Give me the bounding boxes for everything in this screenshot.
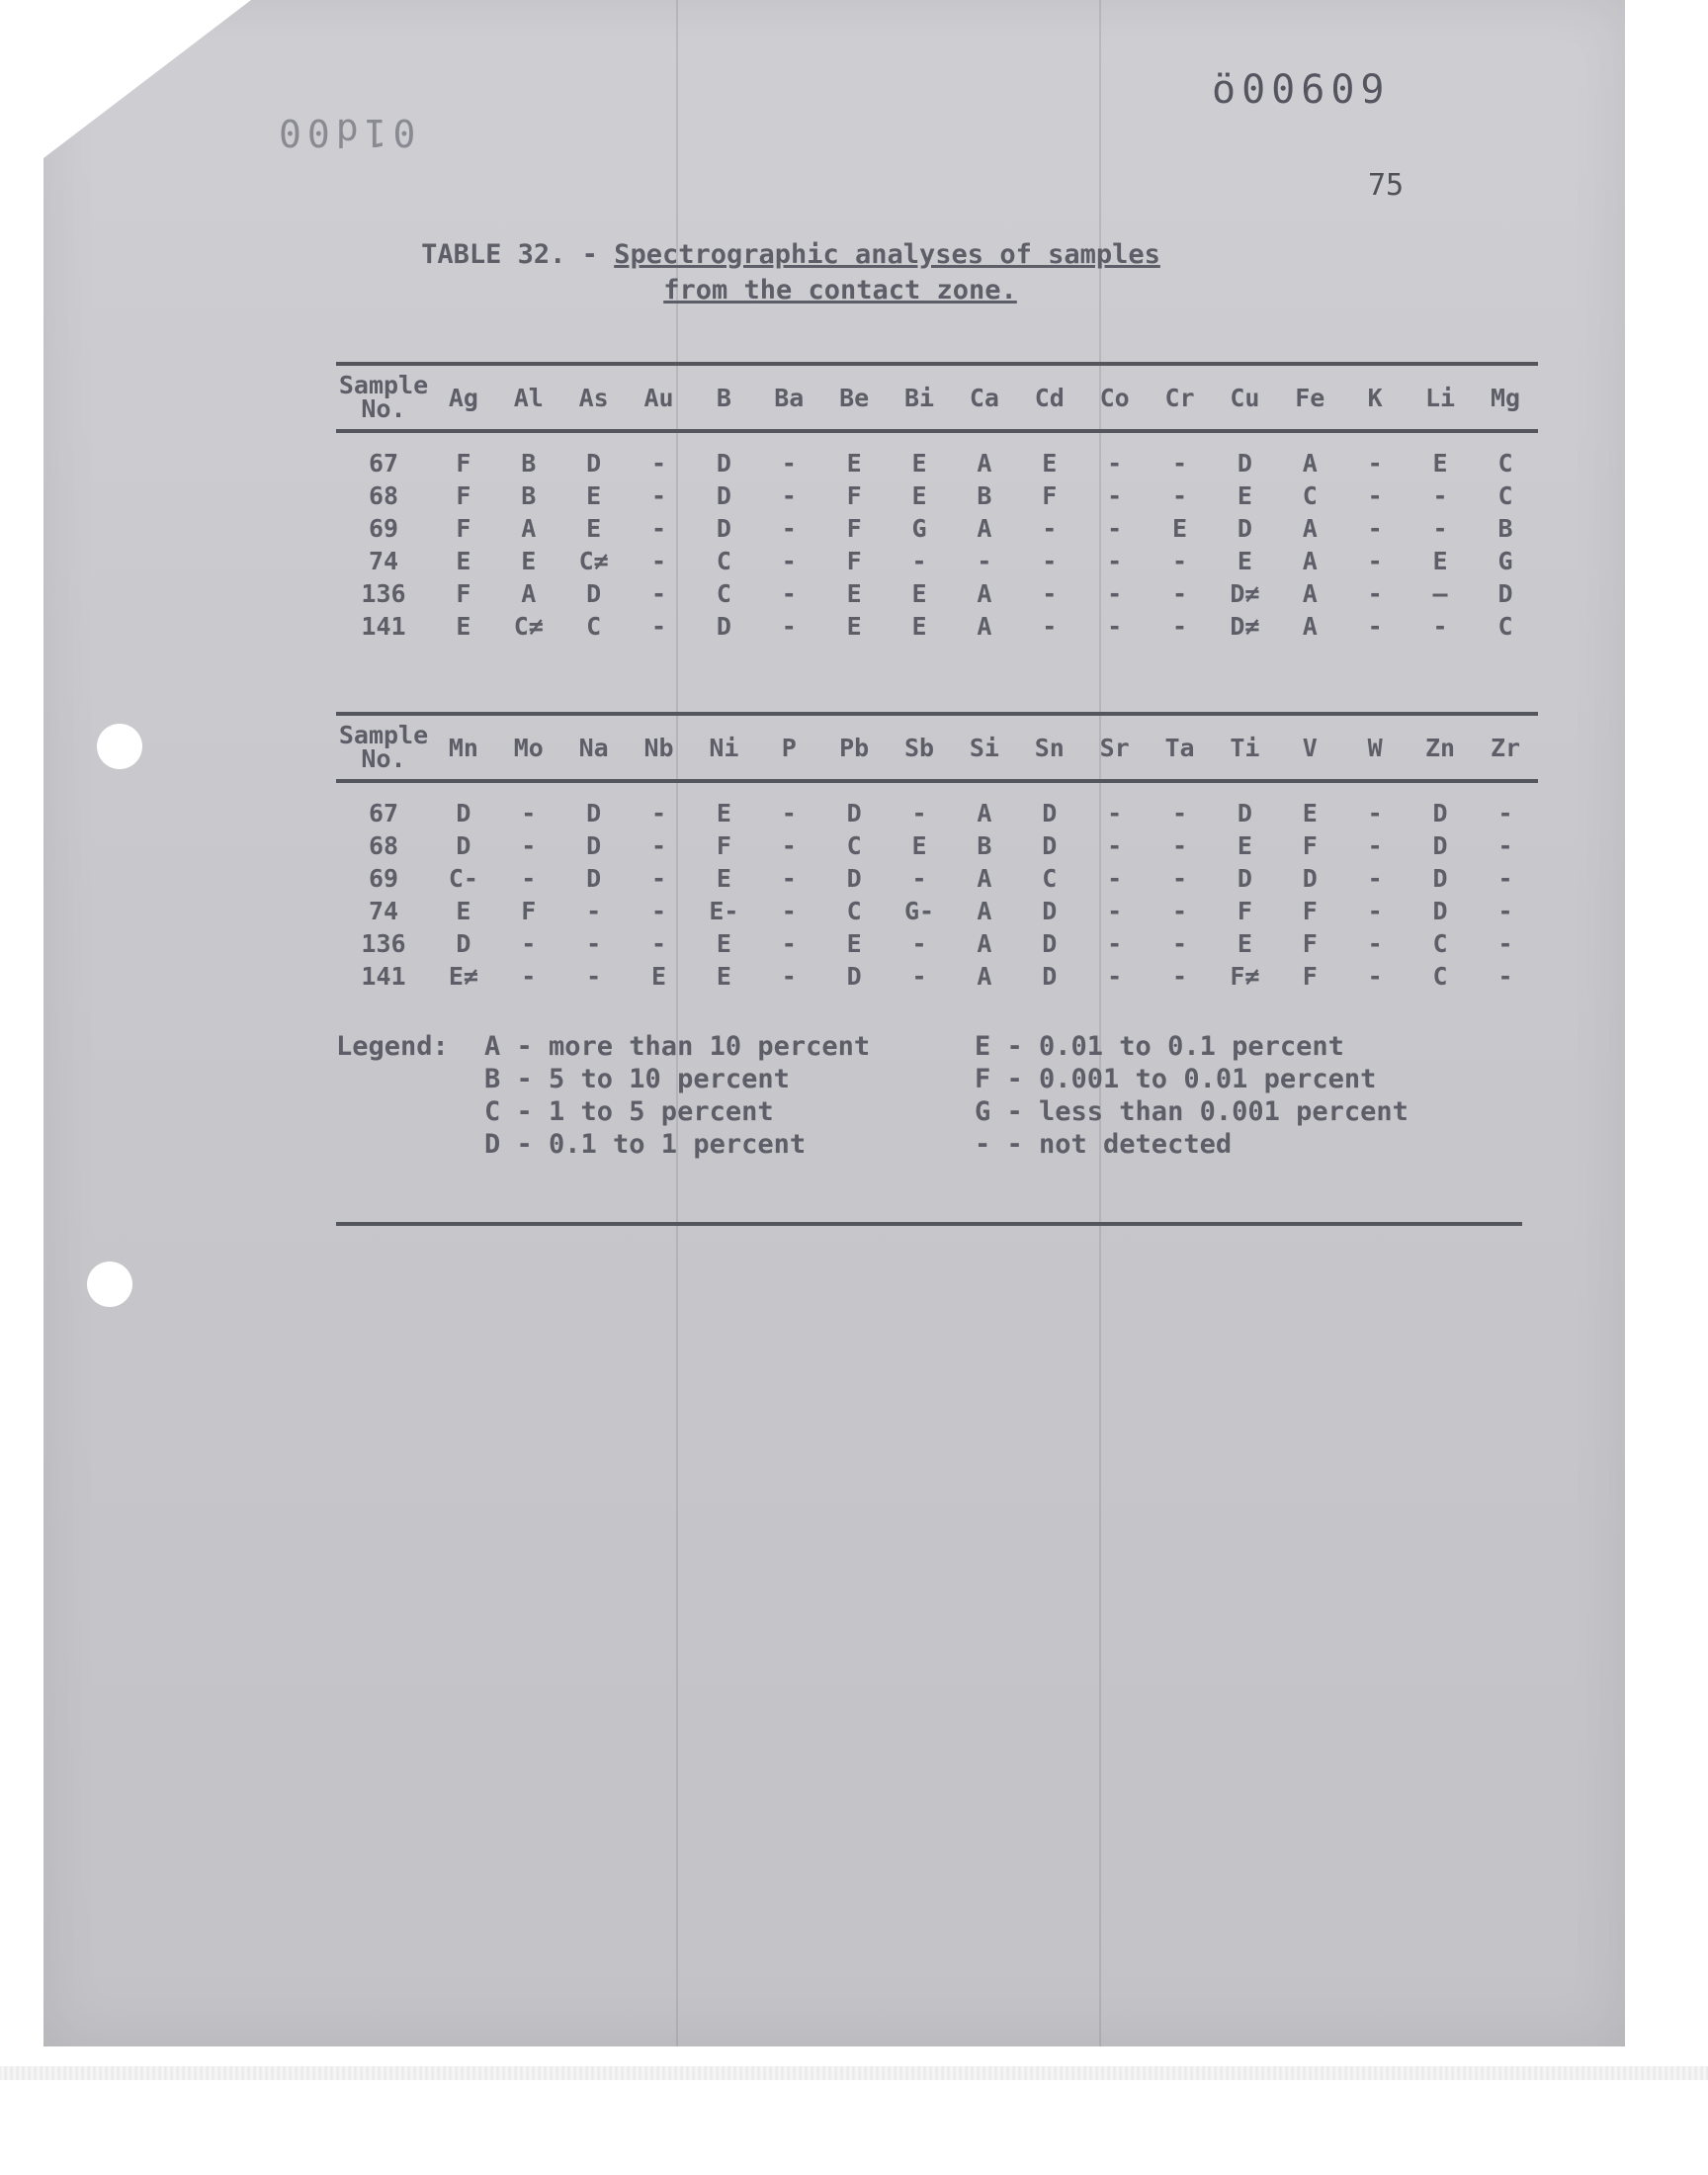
table-cell: D: [846, 962, 862, 991]
table-cell: D: [1497, 579, 1513, 608]
table-cell: -: [1367, 864, 1383, 893]
sample-no-header-line: Sample: [338, 721, 429, 749]
table-cell: -: [1107, 481, 1123, 510]
table-row: [336, 610, 1538, 643]
punch-hole: [97, 724, 142, 769]
table-cell: D: [716, 481, 731, 510]
table-cell: -: [521, 929, 537, 958]
table-cell: B: [521, 449, 537, 478]
table-cell: -: [651, 897, 667, 925]
sample-no-header-line: Sample: [338, 371, 429, 399]
table-cell: D: [716, 449, 731, 478]
table-cell: E: [911, 831, 927, 860]
table-cell: D: [1042, 799, 1058, 827]
header-row: [336, 364, 1538, 431]
legend-item: - - not detected: [975, 1129, 1233, 1160]
sample-number-cell: 136: [361, 928, 406, 958]
title-prefix: TABLE 32. -: [421, 239, 598, 270]
column-header: Co: [1099, 383, 1130, 412]
sample-no-header-line: No.: [361, 744, 406, 773]
table-cell: A: [977, 929, 992, 958]
table-cell: C: [1432, 929, 1448, 958]
table-cell: D≠: [1230, 612, 1260, 641]
table-cell: E: [1237, 481, 1252, 510]
table-cell: D: [1042, 831, 1058, 860]
table-row: [336, 781, 1538, 829]
table-cell: C: [1497, 481, 1513, 510]
table-cell: E: [1237, 547, 1252, 575]
table-cell: -: [911, 962, 927, 991]
column-header: Si: [969, 733, 999, 762]
table-cell: E: [1237, 831, 1252, 860]
table-cell: C: [716, 579, 731, 608]
sample-no-header: [336, 364, 431, 431]
column-header: Ca: [969, 383, 999, 412]
sample-number-cell: 69: [368, 513, 399, 543]
table-cell: E: [846, 612, 862, 641]
sample-number-cell: 68: [368, 480, 399, 510]
table-cell: F: [846, 481, 862, 510]
table-cell: -: [1042, 579, 1058, 608]
column-header: Mn: [448, 733, 478, 762]
table-cell: D: [1302, 864, 1318, 893]
column-header: Mg: [1490, 383, 1521, 412]
table-cell: C: [716, 547, 731, 575]
table-cell: D: [586, 864, 602, 893]
table-cell: -: [781, 799, 797, 827]
legend-item: B - 5 to 10 percent: [484, 1064, 790, 1094]
column-header: Ta: [1164, 733, 1195, 762]
column-header: Ni: [709, 733, 739, 762]
table-cell: E: [1237, 929, 1252, 958]
table-cell: -: [1107, 831, 1123, 860]
table-cell: D: [1237, 864, 1252, 893]
table-cell: E: [1432, 449, 1448, 478]
table-cell: F: [456, 579, 471, 608]
table-cell: -: [651, 547, 667, 575]
table-cell: C: [1497, 612, 1513, 641]
table-cell: A: [977, 897, 992, 925]
table-cell: -: [1497, 929, 1513, 958]
column-header: Bi: [904, 383, 935, 412]
table-cell: A: [1302, 579, 1318, 608]
sample-number-cell: 74: [368, 896, 399, 925]
column-header: Ti: [1230, 733, 1260, 762]
table-cell: -: [521, 831, 537, 860]
table-cell: -: [1497, 831, 1513, 860]
table-cell: E: [911, 449, 927, 478]
table-cell: E: [911, 579, 927, 608]
table-cell: -: [1432, 612, 1448, 641]
table-cell: B: [521, 481, 537, 510]
table-cell: -: [1367, 579, 1383, 608]
sample-number-cell: 141: [361, 611, 406, 641]
table-cell: -: [1172, 864, 1188, 893]
table-cell: -: [1107, 612, 1123, 641]
table-cell: A: [977, 962, 992, 991]
table-cell: E-: [709, 897, 739, 925]
table-cell: A: [521, 514, 537, 543]
table-cell: D: [716, 612, 731, 641]
column-header: B: [716, 383, 731, 412]
table-cell: D: [846, 864, 862, 893]
table-cell: -: [1367, 612, 1383, 641]
column-header: P: [781, 733, 797, 762]
bottom-rule: [336, 1222, 1522, 1226]
table-cell: -: [781, 864, 797, 893]
table-cell: -: [1367, 799, 1383, 827]
table-cell: F: [1237, 897, 1252, 925]
table-cell: -: [1107, 449, 1123, 478]
sample-number-cell: 74: [368, 546, 399, 575]
analysis-table-1: [336, 362, 1538, 643]
analysis-table-2: [336, 712, 1538, 993]
column-header: Pb: [839, 733, 870, 762]
table-cell: -: [521, 864, 537, 893]
table-cell: D: [1237, 799, 1252, 827]
table-cell: -: [781, 612, 797, 641]
column-header: V: [1302, 733, 1318, 762]
table-cell: E: [1042, 449, 1058, 478]
table-cell: -: [521, 799, 537, 827]
column-header: Sb: [904, 733, 935, 762]
table-cell: —: [1432, 579, 1448, 608]
column-header: Fe: [1295, 383, 1325, 412]
table-cell: A: [977, 579, 992, 608]
table-cell: -: [651, 612, 667, 641]
table-cell: -: [1367, 449, 1383, 478]
table-cell: -: [1497, 897, 1513, 925]
table-cell: D: [1237, 514, 1252, 543]
table-cell: D: [1042, 929, 1058, 958]
table-cell: A: [521, 579, 537, 608]
table-cell: -: [586, 897, 602, 925]
table-cell: -: [1172, 612, 1188, 641]
table-cell: F: [456, 514, 471, 543]
table-cell: B: [1497, 514, 1513, 543]
table-cell: G-: [904, 897, 935, 925]
table-cell: -: [1107, 579, 1123, 608]
table-cell: -: [651, 514, 667, 543]
table-cell: E: [1172, 514, 1188, 543]
column-header: Sr: [1099, 733, 1130, 762]
table-row: [336, 577, 1538, 610]
table-cell: -: [1367, 831, 1383, 860]
table-row: [336, 927, 1538, 960]
table-cell: F: [1302, 831, 1318, 860]
legend-item: C - 1 to 5 percent: [484, 1096, 774, 1127]
table-cell: E: [846, 579, 862, 608]
table-cell: E: [911, 481, 927, 510]
table-cell: -: [1107, 929, 1123, 958]
table-row: [336, 545, 1538, 577]
table-cell: -: [1497, 864, 1513, 893]
table-cell: E: [716, 864, 731, 893]
table-cell: -: [781, 481, 797, 510]
table-cell: -: [1367, 514, 1383, 543]
column-header: Na: [578, 733, 609, 762]
table-cell: -: [1172, 929, 1188, 958]
sample-number-cell: 67: [368, 798, 399, 827]
table-row: [336, 829, 1538, 862]
table-cell: -: [1497, 799, 1513, 827]
column-header: Cd: [1034, 383, 1065, 412]
table-cell: -: [1107, 514, 1123, 543]
table-cell: -: [781, 579, 797, 608]
table-cell: D: [846, 799, 862, 827]
table-cell: -: [1367, 929, 1383, 958]
table-cell: -: [651, 799, 667, 827]
table-cell: -: [1172, 799, 1188, 827]
table-cell: D: [1042, 962, 1058, 991]
table-cell: C: [586, 612, 602, 641]
table-cell: -: [586, 929, 602, 958]
legend-item: A - more than 10 percent: [484, 1031, 871, 1062]
table-cell: A: [977, 864, 992, 893]
legend-item: F - 0.001 to 0.01 percent: [975, 1064, 1377, 1094]
column-header: K: [1367, 383, 1383, 412]
stamp-number-left: 01d00: [273, 111, 416, 154]
table-row: [336, 479, 1538, 512]
punch-hole: [87, 1262, 132, 1307]
table-cell: -: [651, 481, 667, 510]
table-cell: D: [456, 799, 471, 827]
stamp-number-right: ö00609: [1212, 67, 1391, 113]
table-cell: A: [1302, 612, 1318, 641]
table-cell: D: [586, 799, 602, 827]
table-cell: E: [586, 481, 602, 510]
table-title: [297, 237, 1285, 308]
table-cell: E: [586, 514, 602, 543]
table-cell: F: [846, 547, 862, 575]
table-cell: D: [1432, 897, 1448, 925]
table-cell: C≠: [578, 547, 609, 575]
title-line-2: [297, 273, 1285, 308]
column-header: Be: [839, 383, 870, 412]
table-cell: G: [1497, 547, 1513, 575]
table-cell: E≠: [448, 962, 478, 991]
table-cell: -: [1367, 897, 1383, 925]
table-cell: E: [521, 547, 537, 575]
table-cell: -: [651, 449, 667, 478]
sample-number-cell: 67: [368, 448, 399, 478]
table-cell: -: [977, 547, 992, 575]
table-cell: -: [1042, 547, 1058, 575]
table-cell: F≠: [1230, 962, 1260, 991]
table-cell: F: [521, 897, 537, 925]
sample-no-header: [336, 714, 431, 781]
table-cell: -: [1107, 897, 1123, 925]
table-cell: -: [586, 962, 602, 991]
table-cell: -: [911, 929, 927, 958]
sample-number-cell: 68: [368, 830, 399, 860]
table-cell: -: [1172, 897, 1188, 925]
table-cell: A: [977, 449, 992, 478]
column-header: Cr: [1164, 383, 1195, 412]
table-cell: F: [846, 514, 862, 543]
table-cell: -: [651, 579, 667, 608]
table-cell: D: [586, 449, 602, 478]
table-cell: E: [456, 897, 471, 925]
table-row: [336, 960, 1538, 993]
legend-item: E - 0.01 to 0.1 percent: [975, 1031, 1344, 1062]
table-cell: C: [1042, 864, 1058, 893]
column-header: As: [578, 383, 609, 412]
table-cell: -: [1107, 799, 1123, 827]
table-cell: -: [781, 831, 797, 860]
table-cell: -: [1042, 514, 1058, 543]
table-cell: -: [1497, 962, 1513, 991]
page-number: 75: [1368, 168, 1405, 203]
column-header: Nb: [643, 733, 674, 762]
table-cell: -: [1172, 449, 1188, 478]
table-cell: G: [911, 514, 927, 543]
table-row: [336, 895, 1538, 927]
table-cell: -: [1172, 962, 1188, 991]
column-header: Ag: [448, 383, 478, 412]
table-cell: C≠: [513, 612, 544, 641]
table-cell: -: [1107, 962, 1123, 991]
table-row: [336, 512, 1538, 545]
table-row: [336, 862, 1538, 895]
table-cell: C: [1302, 481, 1318, 510]
column-header: Li: [1425, 383, 1456, 412]
table-cell: -: [651, 929, 667, 958]
table-cell: -: [1107, 864, 1123, 893]
table-row: [336, 431, 1538, 479]
table-cell: D: [586, 831, 602, 860]
title-text-line-2: from the contact zone.: [663, 275, 1017, 305]
header-row: [336, 714, 1538, 781]
title-text-line-1: Spectrographic analyses of samples: [614, 239, 1160, 270]
table-cell: A: [977, 612, 992, 641]
table-cell: A: [1302, 449, 1318, 478]
table-cell: -: [1172, 579, 1188, 608]
table-cell: D: [1432, 831, 1448, 860]
table-cell: D: [716, 514, 731, 543]
column-header: Al: [513, 383, 544, 412]
sample-number-cell: 141: [361, 961, 406, 991]
column-header: Sn: [1034, 733, 1065, 762]
table-cell: E: [1302, 799, 1318, 827]
table-cell: -: [1367, 547, 1383, 575]
table-cell: A: [1302, 547, 1318, 575]
table-cell: -: [781, 547, 797, 575]
table-cell: -: [651, 864, 667, 893]
column-header: Au: [643, 383, 674, 412]
table-cell: A: [977, 799, 992, 827]
table-cell: D: [586, 579, 602, 608]
table-cell: E: [456, 612, 471, 641]
table-cell: E: [716, 799, 731, 827]
table-cell: -: [1432, 481, 1448, 510]
column-header: Zr: [1490, 733, 1521, 762]
column-header: Zn: [1425, 733, 1456, 762]
sample-no-header-line: No.: [361, 394, 406, 423]
table-cell: E: [456, 547, 471, 575]
legend-column-left: [484, 1030, 870, 1161]
table-cell: -: [781, 962, 797, 991]
table-cell: -: [1172, 547, 1188, 575]
table-cell: A: [1302, 514, 1318, 543]
column-header: Cu: [1230, 383, 1260, 412]
column-header: W: [1367, 733, 1383, 762]
sample-number-cell: 136: [361, 578, 406, 608]
table-cell: -: [1042, 612, 1058, 641]
table-cell: C: [846, 897, 862, 925]
table-cell: B: [977, 831, 992, 860]
table-cell: D: [456, 831, 471, 860]
table-cell: -: [781, 929, 797, 958]
legend-item: G - less than 0.001 percent: [975, 1096, 1409, 1127]
table-cell: E: [1432, 547, 1448, 575]
table-cell: -: [911, 547, 927, 575]
title-line-1: [297, 237, 1285, 273]
table-cell: E: [846, 449, 862, 478]
table-cell: -: [1367, 481, 1383, 510]
column-header: Mo: [513, 733, 544, 762]
table-cell: E: [911, 612, 927, 641]
table-cell: -: [521, 962, 537, 991]
column-header: Ba: [774, 383, 805, 412]
table-cell: -: [781, 897, 797, 925]
table-cell: -: [1432, 514, 1448, 543]
table-cell: -: [911, 799, 927, 827]
table-cell: D: [1042, 897, 1058, 925]
table-cell: -: [1367, 962, 1383, 991]
table-cell: D: [1237, 449, 1252, 478]
table-cell: D: [1432, 864, 1448, 893]
table-cell: D: [456, 929, 471, 958]
table-cell: C: [1432, 962, 1448, 991]
table-cell: -: [1172, 831, 1188, 860]
table-cell: C: [846, 831, 862, 860]
table-cell: E: [651, 962, 667, 991]
legend-heading: Legend:: [336, 1031, 449, 1062]
table-cell: E: [846, 929, 862, 958]
table-cell: F: [1042, 481, 1058, 510]
table-cell: A: [977, 514, 992, 543]
table-cell: D: [1432, 799, 1448, 827]
table-cell: E: [716, 962, 731, 991]
table-cell: F: [1302, 897, 1318, 925]
table-cell: -: [781, 449, 797, 478]
legend-item: D - 0.1 to 1 percent: [484, 1129, 807, 1160]
table-cell: -: [1107, 547, 1123, 575]
table-cell: -: [1172, 481, 1188, 510]
table-cell: C-: [448, 864, 478, 893]
legend-column-right: [975, 1030, 1409, 1161]
table-cell: F: [456, 481, 471, 510]
table-cell: -: [911, 864, 927, 893]
table-cell: -: [651, 831, 667, 860]
scan-artifact-band: [0, 2066, 1708, 2080]
table-cell: -: [781, 514, 797, 543]
table-cell: F: [1302, 962, 1318, 991]
table-cell: F: [716, 831, 731, 860]
sample-number-cell: 69: [368, 863, 399, 893]
table-cell: E: [716, 929, 731, 958]
table-cell: C: [1497, 449, 1513, 478]
table-cell: B: [977, 481, 992, 510]
table-cell: D≠: [1230, 579, 1260, 608]
table-cell: F: [1302, 929, 1318, 958]
table-cell: F: [456, 449, 471, 478]
